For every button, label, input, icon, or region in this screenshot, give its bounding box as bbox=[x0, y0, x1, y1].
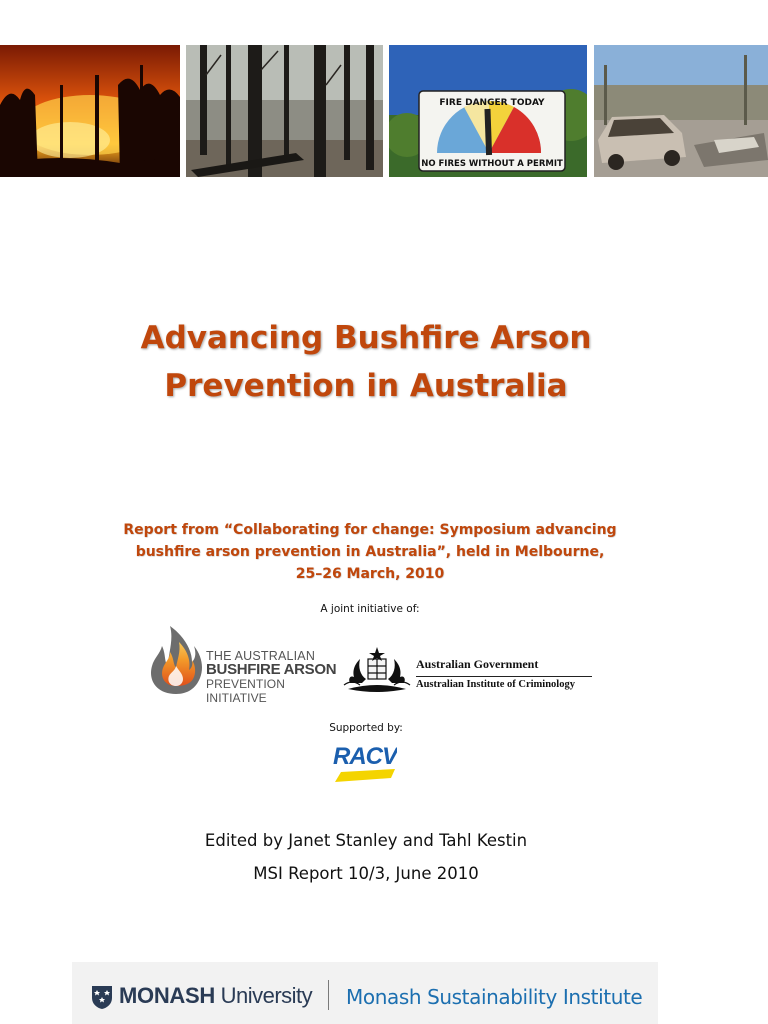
abapi-line-2: BUSHFIRE ARSON bbox=[206, 661, 337, 678]
racv-logo bbox=[333, 738, 397, 784]
msi-wordmark: Monash Sustainability Institute bbox=[346, 985, 643, 1009]
report-subtitle bbox=[0, 519, 740, 585]
coat-of-arms-icon bbox=[342, 645, 412, 697]
footer-banner bbox=[72, 962, 658, 1024]
subtitle-line-3: 25–26 March, 2010 bbox=[295, 566, 445, 582]
report-number: MSI Report 10/3, June 2010 bbox=[253, 864, 479, 883]
abapi-logo-text bbox=[206, 649, 338, 705]
burnt-car-photo bbox=[594, 45, 768, 177]
editors-line: Edited by Janet Stanley and Tahl Kestin bbox=[204, 831, 528, 850]
monash-rest: University bbox=[214, 983, 313, 1008]
report-title bbox=[0, 314, 732, 410]
gov-divider bbox=[416, 676, 592, 677]
title-line-1: Advancing Bushfire Arson bbox=[140, 320, 592, 356]
supported-by-label: Supported by: bbox=[329, 722, 403, 734]
flame-icon bbox=[148, 624, 204, 696]
abapi-line-1: THE AUSTRALIAN bbox=[206, 649, 316, 663]
sign-bottom-text: NO FIRES WITHOUT A PERMIT bbox=[421, 159, 563, 169]
abapi-logo bbox=[148, 624, 338, 705]
subtitle-line-1: Report from “Collaborating for change: Symposium advancing bbox=[123, 522, 617, 538]
burnt-forest-photo bbox=[186, 45, 383, 177]
footer-divider bbox=[328, 980, 329, 1010]
monash-bold: MONASH bbox=[119, 983, 215, 1008]
australian-government-logo bbox=[342, 645, 594, 697]
monash-crest-icon bbox=[90, 984, 114, 1010]
gov-line-1: Australian Government bbox=[416, 657, 539, 671]
title-line-2: Prevention in Australia bbox=[164, 368, 568, 404]
racv-wordmark: RACV bbox=[333, 743, 397, 770]
monash-university-wordmark bbox=[119, 983, 312, 1009]
joint-initiative-label: A joint initiative of: bbox=[320, 603, 420, 615]
subtitle-line-2: bushfire arson prevention in Australia”, held in Melbourne, bbox=[135, 544, 605, 560]
sign-top-text: FIRE DANGER TODAY bbox=[439, 98, 545, 108]
bushfire-flames-photo bbox=[0, 45, 180, 177]
gov-line-2: Australian Institute of Criminology bbox=[416, 679, 575, 690]
fire-danger-sign-photo bbox=[389, 45, 587, 177]
abapi-line-3: PREVENTION INITIATIVE bbox=[206, 677, 286, 705]
